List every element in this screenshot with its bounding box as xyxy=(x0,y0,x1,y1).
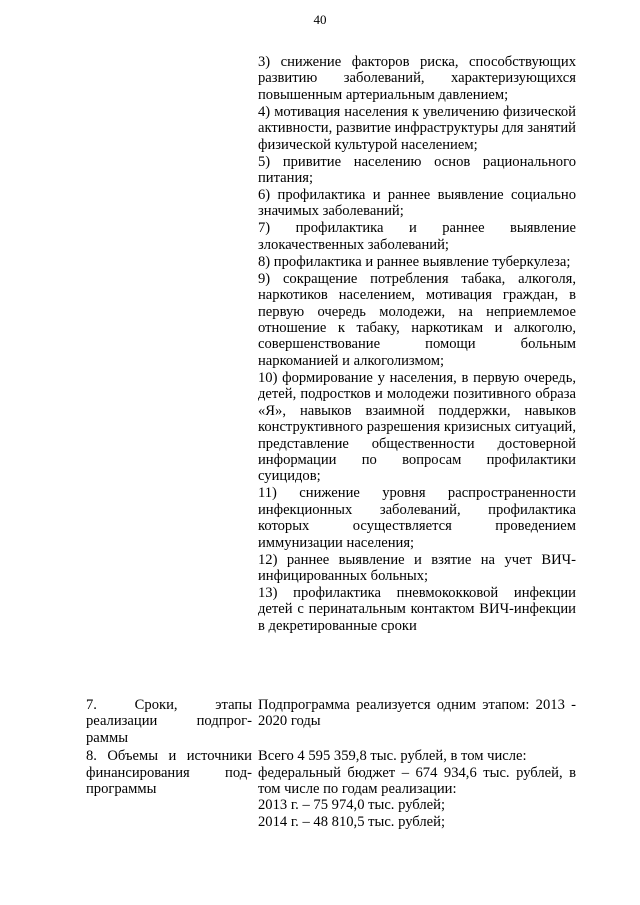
row-label-timeline: 7. Сроки, этапы реализации подпрог-раммы xyxy=(86,697,252,746)
goal-item-4: 4) мотивация населения к увеличению физической активности, развитие инфраструктуры для занятий физической культурой населением; xyxy=(258,103,576,153)
goal-item-10: 10) формирование у населения, в первую очередь, детей, подростков и молодежи позитивного образа «Я», навыков взаимной поддержки, навыков конструктивного разрешения кризисных ситуаций, представление общественности достоверной информации по вопросам профилактики суицидов; xyxy=(258,369,576,485)
timeline-text: Подпрограмма реализуется одним этапом: 2013 - 2020 годы xyxy=(258,697,576,730)
row-value-timeline xyxy=(258,697,576,746)
goal-item-12: 12) раннее выявление и взятие на учет ВИЧ-инфицированных больных; xyxy=(258,551,576,584)
goals-list xyxy=(258,54,576,635)
funding-total: Всего 4 595 359,8 тыс. рублей, в том числе: xyxy=(258,748,527,765)
goal-item-9: 9) сокращение потребления табака, алкоголя, наркотиков населением, мотивация граждан, в первую очередь молодежи, на неприемлемое отношение к табаку, наркотикам и алкоголю, совершенствование помощи больным наркоманией и алкоголизмом; xyxy=(258,270,576,369)
goal-item-7: 7) профилактика и раннее выявление злокачественных заболеваний; xyxy=(258,220,576,253)
goal-item-3: 3) снижение факторов риска, способствующих развитию заболеваний, характеризующихся повышенным артериальным давлением; xyxy=(258,54,576,103)
row-timeline xyxy=(86,697,576,746)
funding-2013: 2013 г. – 75 974,0 тыс. рублей; xyxy=(258,797,445,814)
goal-item-6: 6) профилактика и раннее выявление социально значимых заболеваний; xyxy=(258,187,576,220)
row-label-funding: 8. Объемы и источники финансирования под-программы xyxy=(86,748,252,798)
row-funding xyxy=(86,748,576,830)
funding-federal: федеральный бюджет – 674 934,6 тыс. рублей, в том числе по годам реализации: xyxy=(258,764,576,798)
goal-item-8: 8) профилактика и раннее выявление туберкулеза; xyxy=(258,253,571,270)
page-number: 40 xyxy=(313,12,327,27)
funding-2014: 2014 г. – 48 810,5 тыс. рублей; xyxy=(258,813,445,830)
goal-item-11: 11) снижение уровня распространенности инфекционных заболеваний, профилактика которых осуществляется проведением иммунизации населения; xyxy=(258,485,576,551)
row-value-funding xyxy=(258,748,576,830)
program-passport-table xyxy=(86,697,576,832)
goal-item-5: 5) привитие населению основ рационального питания; xyxy=(258,153,576,187)
goal-item-13: 13) профилактика пневмококковой инфекции детей с перинатальным контактом ВИЧ-инфекции в декретированные сроки xyxy=(258,584,576,634)
